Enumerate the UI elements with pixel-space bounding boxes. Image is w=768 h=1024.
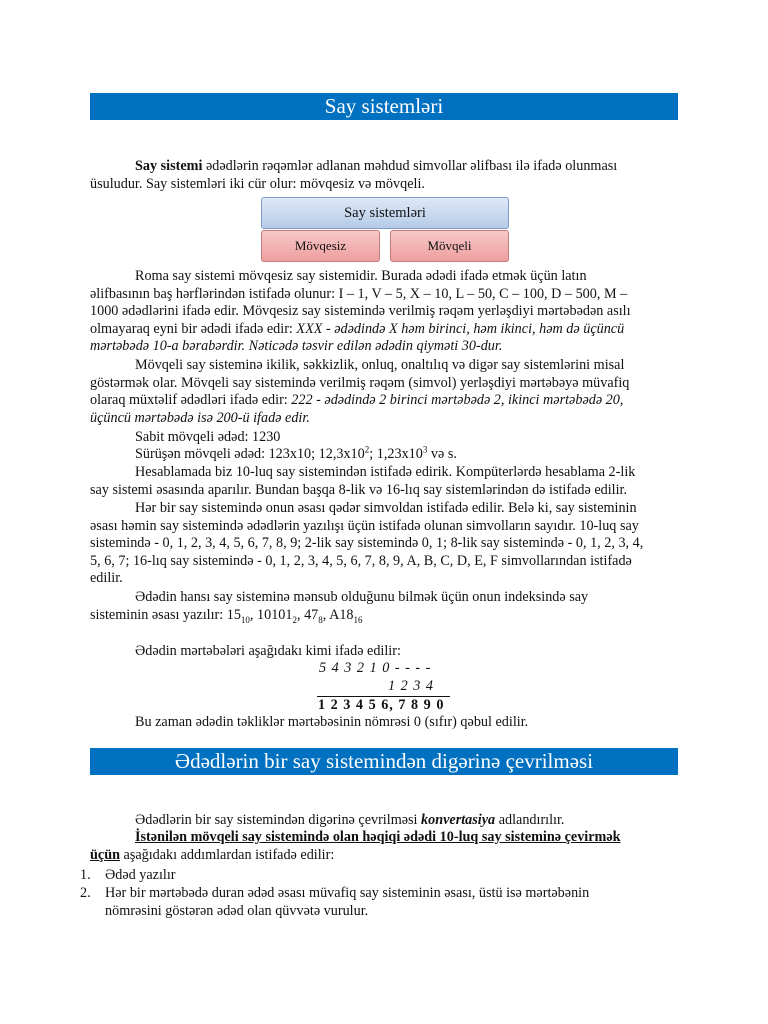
digits-intro: Ədədin mərtəbələri aşağıdakı kimi ifadə edilir: (135, 643, 401, 659)
example-number: 1 2 3 4 5 6, 7 8 9 0 (318, 697, 445, 713)
diagram-box-positional: Mövqeli (390, 230, 509, 262)
calc-line-2: say sistemi əsasında aparılır. Bundan başqa 8-lik və 16-lıq say sistemlərindən də istifadə edilir. (90, 481, 628, 498)
fraction-positions-row: 1 2 3 4 (388, 678, 435, 694)
base-line-3: sistemində - 0, 1, 2, 3, 4, 5, 6, 7, 8, 9; 2-lik say sistemində 0, 1; 8-lik say sistemində - 0, 1, 2, 3, 4, (90, 535, 644, 552)
base-line-2: əsası həmin say sistemində ədədlərin yazılışı üçün istifadə olunan simvolların sayıdır. 10-luq say (90, 517, 639, 534)
positional-paragraph (90, 357, 678, 427)
index-line-2: sisteminin əsası yazılır: $15_{10}$, $10101_2$, $47_8$, $A18_{16}$ (90, 606, 363, 625)
term-konvertasiya: konvertasiya (421, 812, 496, 828)
section-heading-conversion: Ədədlərin bir say sistemindən digərinə çevrilməsi (90, 748, 678, 775)
base-paragraph (90, 500, 678, 588)
zero-note: Bu zaman ədədin təkliklər mərtəbəsinin nömrəsi 0 (sıfır) qəbul edilir. (135, 714, 529, 730)
diagram-box-non-positional: Mövqesiz (261, 230, 380, 262)
base-line-4: 5, 6, 7; 16-lıq say sistemində - 0, 1, 2, 3, 4, 5, 6, 7, 8, 9, A, B, C, D, E, F simvollarından istifadə (90, 552, 632, 569)
fixed-point-line: Sabit mövqeli ədəd: 1230 (135, 429, 281, 445)
index-paragraph (90, 589, 678, 624)
intro-line-2: üsuludur. Say sistemləri iki cür olur: mövqesiz və mövqeli. (90, 175, 425, 192)
roman-paragraph (90, 268, 678, 356)
intro-paragraph (90, 158, 678, 193)
list-item-number: 1. (80, 867, 91, 883)
index-line-1: Ədədin hansı say sisteminə mənsub olduğunu bilmək üçün onun indeksində say (135, 589, 589, 605)
positional-line-4: üçüncü mərtəbədə isə 200-ü ifadə edir. (90, 409, 310, 426)
roman-line-3: 1000 ədədlərini ifadə edir. Mövqesiz say sistemində verilmiş rəqəm yerləşdiyi mərtəbədən asılı (90, 303, 631, 320)
diagram-root-box: Say sistemləri (261, 197, 509, 229)
positional-example: 222 - ədədində 2 birinci mərtəbədə 2, ikinci mərtəbədə 20, (291, 392, 624, 409)
conversion-definition: Ədədlərin bir say sistemindən digərinə çevrilməsi konvertasiya adlandırılır. (135, 812, 565, 828)
list-item-text: Hər bir mərtəbədə duran ədəd əsası müvafiq say sisteminin əsası, üstü isə mərtəbənin nömrəsini göstərən ədəd olan qüvvətə vurulur. (105, 885, 590, 919)
rule-line-1: İstənilən mövqeli say sistemində olan həqiqi ədədi 10-luq say sisteminə çevirmək (135, 829, 621, 845)
intro-line-1: ədədlərin rəqəmlər adlanan məhdud simvollar əlifbası ilə ifadə olunması (202, 158, 618, 174)
positional-line-1: Mövqeli say sisteminə ikilik, səkkizlik, onluq, onaltılıq və digər say sistemlərini misal (135, 357, 625, 373)
positional-line-3: olaraq müxtəlif ədədləri ifadə edir: (90, 392, 292, 409)
roman-line-5: mərtəbədə 10-a bərabərdir. Nəticədə təsvir edilən ədədin qiyməti 30-dur. (90, 338, 503, 355)
roman-line-1: Roma say sistemi mövqesiz say sistemidir. Burada ədədi ifadə etmək üçün latın (135, 268, 587, 284)
roman-example: XXX - ədədində X həm birinci, həm ikinci, həm də üçüncü (296, 320, 625, 337)
rule-paragraph (90, 829, 678, 864)
calc-paragraph (90, 464, 678, 499)
list-item (80, 885, 678, 921)
list-item-text: Ədəd yazılır (105, 867, 176, 883)
digit-positions-row: 5 4 3 2 1 0 - - - - (319, 660, 432, 676)
positional-line-2: göstərmək olar. Mövqeli say sistemində verilmiş rəqəm (simvol) yerləşdiyi mərtəbəyə müvafiq (90, 374, 630, 391)
list-item-number: 2. (80, 885, 91, 901)
roman-line-4: olmayaraq eyni bir ədədi ifadə edir: (90, 320, 297, 337)
rule-line-2: aşağıdakı addımlardan istifadə edilir: (119, 846, 335, 863)
term-say-sistemi: Say sistemi (135, 158, 203, 174)
base-line-1: Hər bir say sistemində onun əsası qədər simvoldan istifadə edilir. Belə ki, say sisteminin (135, 500, 637, 516)
section-heading-number-systems: Say sistemləri (90, 93, 678, 120)
floating-point-line: Sürüşən mövqeli ədəd: 123x10; $12,3x10^2$; $1,23x10^3$ və s. (135, 444, 457, 462)
rule-underlined-word: üçün (90, 846, 120, 863)
roman-line-2: əlifbasının baş hərflərindən istifadə olunur: I – 1, V – 5, X – 10, L – 50, C – 100, D – 500, M – (90, 285, 628, 302)
base-line-5: edilir. (90, 570, 123, 587)
calc-line-1: Hesablamada biz 10-luq say sistemindən istifadə edirik. Kompüterlərdə hesablama 2-lik (135, 464, 636, 480)
list-item (80, 867, 678, 885)
